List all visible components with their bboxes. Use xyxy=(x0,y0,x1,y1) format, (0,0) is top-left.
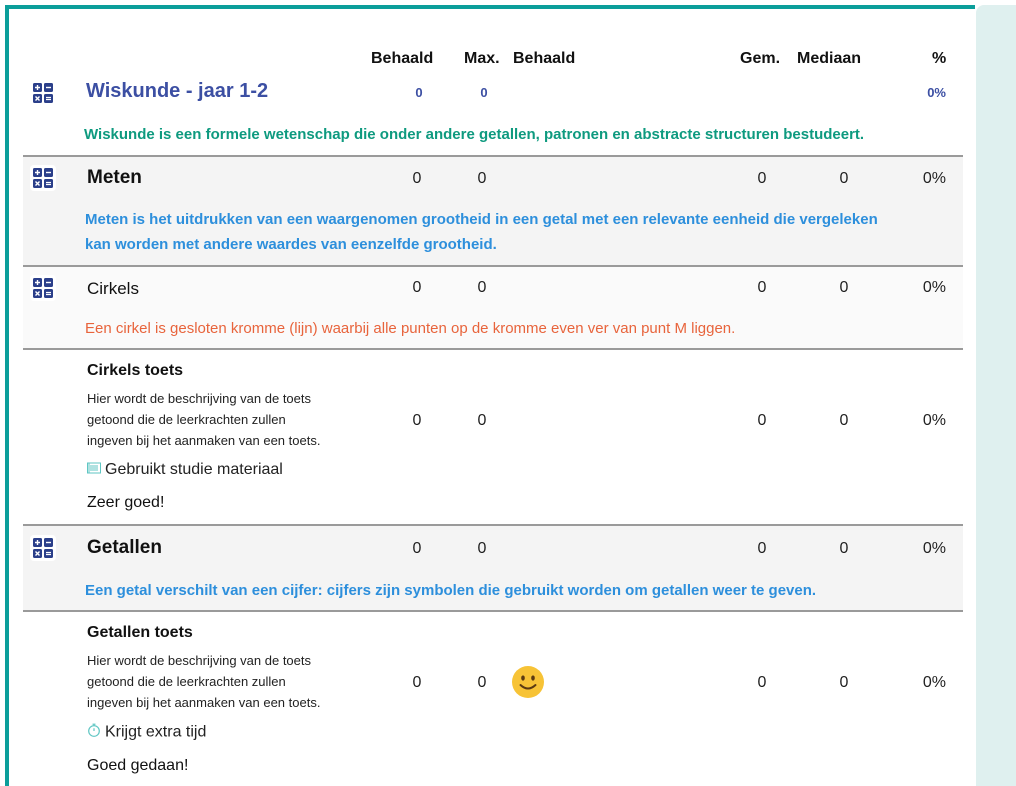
test-feedback: Zeer goed! xyxy=(87,494,165,511)
header-percent: % xyxy=(932,50,947,67)
test-max: 0 xyxy=(477,412,487,429)
section-average: 0 xyxy=(757,170,767,187)
test-description-line: Hier wordt de beschrijving van de toets xyxy=(87,391,312,406)
test-description-line: Hier wordt de beschrijving van de toets xyxy=(87,653,312,668)
header-average: Gem. xyxy=(740,50,781,67)
test-max: 0 xyxy=(477,674,487,691)
test-median: 0 xyxy=(839,412,849,429)
section-max: 0 xyxy=(477,170,487,187)
test-meta xyxy=(87,723,206,742)
divider xyxy=(23,610,963,612)
subsection-title-cirkels[interactable]: Cirkels xyxy=(87,279,139,298)
section-description: Een getal verschilt van een cijfer: cijfers zijn symbolen die gebruikt worden om getallen weer te geven. xyxy=(85,582,817,599)
test-meta-label: Gebruikt studie materiaal xyxy=(105,461,283,479)
divider xyxy=(23,348,963,350)
calculator-icon[interactable] xyxy=(30,275,56,301)
subsection-achieved: 0 xyxy=(412,279,422,296)
section-title-meten[interactable]: Meten xyxy=(87,167,142,188)
test-average: 0 xyxy=(757,674,767,691)
smiley-icon xyxy=(511,665,545,699)
header-achieved-symbol: Behaald xyxy=(513,50,576,67)
test-meta-label: Krijgt extra tijd xyxy=(105,723,207,741)
section-achieved: 0 xyxy=(412,170,422,187)
section-achieved: 0 xyxy=(412,540,422,557)
section-max: 0 xyxy=(477,540,487,557)
test-description-line: ingeven bij het aanmaken van een toets. xyxy=(87,433,321,448)
test-percent: 0% xyxy=(922,674,946,691)
section-title-getallen[interactable]: Getallen xyxy=(87,537,162,558)
subsection-percent: 0% xyxy=(922,279,946,296)
section-average: 0 xyxy=(757,540,767,557)
calculator-icon[interactable] xyxy=(30,80,56,106)
test-description-line: getoond die de leerkrachten zullen xyxy=(87,412,286,427)
calculator-icon[interactable] xyxy=(30,165,56,191)
divider xyxy=(23,524,963,526)
divider xyxy=(23,155,963,157)
test-description-line: ingeven bij het aanmaken van een toets. xyxy=(87,695,321,710)
stopwatch-icon xyxy=(87,723,101,742)
test-achieved: 0 xyxy=(412,674,422,691)
header-max: Max. xyxy=(464,50,500,67)
section-description-line: Meten is het uitdrukken van een waargenomen grootheid in een getal met een relevante eenheid die vergeleken xyxy=(85,211,878,228)
list-icon xyxy=(87,461,101,479)
header-achieved: Behaald xyxy=(371,50,434,67)
test-title[interactable]: Cirkels toets xyxy=(87,362,184,379)
section-description-line: kan worden met andere waardes van eenzelfde grootheid. xyxy=(85,236,497,253)
course-max: 0 xyxy=(480,85,488,100)
course-description: Wiskunde is een formele wetenschap die onder andere getallen, patronen en abstracte structuren bestudeert. xyxy=(84,126,865,143)
subsection-description: Een cirkel is gesloten kromme (lijn) waarbij alle punten op de kromme even ver van punt M liggen. xyxy=(85,320,736,337)
calculator-icon[interactable] xyxy=(30,535,56,561)
test-average: 0 xyxy=(757,412,767,429)
test-achieved: 0 xyxy=(412,412,422,429)
right-sidebar xyxy=(976,5,1016,786)
divider xyxy=(23,265,963,267)
test-title[interactable]: Getallen toets xyxy=(87,624,193,641)
course-achieved: 0 xyxy=(415,85,423,100)
course-title[interactable]: Wiskunde - jaar 1-2 xyxy=(86,80,269,102)
course-percent: 0% xyxy=(927,85,946,100)
test-meta xyxy=(87,461,283,479)
section-median: 0 xyxy=(839,170,849,187)
test-description-line: getoond die de leerkrachten zullen xyxy=(87,674,286,689)
test-median: 0 xyxy=(839,674,849,691)
test-feedback: Goed gedaan! xyxy=(87,757,189,774)
subsection-average: 0 xyxy=(757,279,767,296)
section-percent: 0% xyxy=(922,170,946,187)
test-percent: 0% xyxy=(922,412,946,429)
subsection-max: 0 xyxy=(477,279,487,296)
subsection-median: 0 xyxy=(839,279,849,296)
header-median: Mediaan xyxy=(797,50,862,67)
section-percent: 0% xyxy=(922,540,946,557)
section-median: 0 xyxy=(839,540,849,557)
